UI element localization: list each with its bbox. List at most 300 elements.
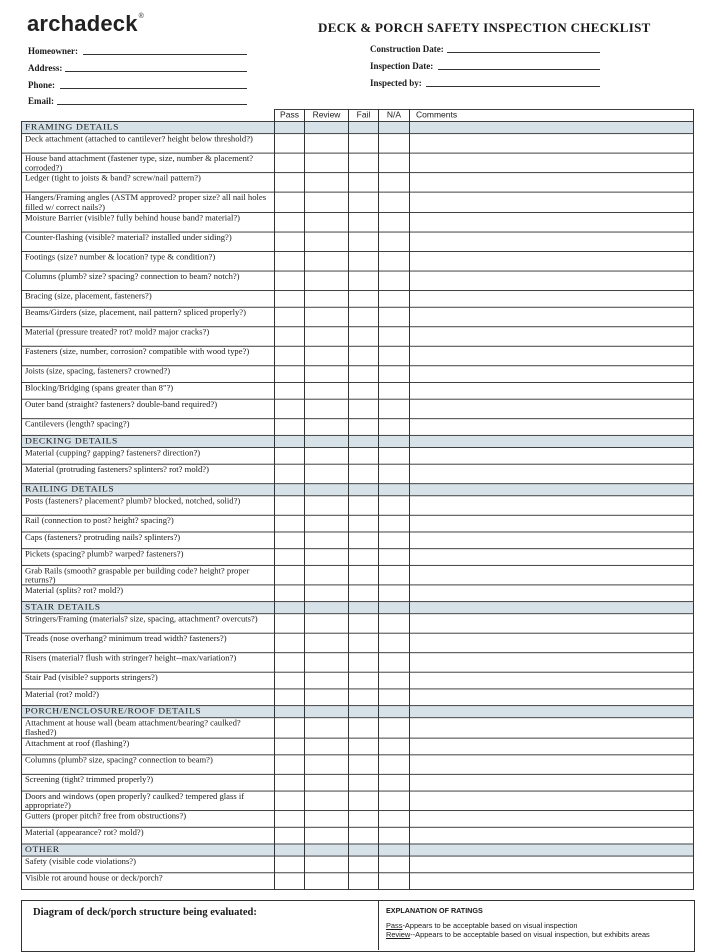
fail-cell[interactable] [349, 689, 379, 706]
checklist-item: Screening (tight? trimmed properly?) [22, 774, 275, 791]
comments-cell[interactable] [410, 856, 694, 873]
pass-cell[interactable] [275, 672, 305, 689]
checklist-row [22, 515, 694, 532]
address-label: Address: [28, 63, 63, 73]
review-cell[interactable] [305, 515, 349, 532]
comments-cell[interactable] [410, 633, 694, 653]
fail-cell[interactable] [349, 327, 379, 347]
comments-cell[interactable] [410, 585, 694, 602]
homeowner-field [28, 46, 78, 56]
section-blank-cell [379, 602, 410, 614]
checklist-item: House band attachment (fastener type, size, number & placement? corroded?) [22, 153, 275, 173]
review-cell[interactable] [305, 447, 349, 464]
na-cell[interactable] [379, 827, 410, 844]
na-cell[interactable] [379, 307, 410, 327]
fail-cell[interactable] [349, 565, 379, 585]
na-cell[interactable] [379, 290, 410, 307]
fail-cell[interactable] [349, 346, 379, 366]
checklist-item: Gutters (proper pitch? free from obstructions?) [22, 811, 275, 828]
na-cell[interactable] [379, 856, 410, 873]
fail-cell[interactable] [349, 447, 379, 464]
pass-cell[interactable] [275, 515, 305, 532]
pass-cell[interactable] [275, 153, 305, 173]
homeowner-input-line[interactable] [83, 54, 247, 55]
checklist-row [22, 153, 694, 173]
pass-cell[interactable] [275, 811, 305, 828]
comments-cell[interactable] [410, 565, 694, 585]
checklist-row [22, 856, 694, 873]
comments-cell[interactable] [410, 754, 694, 774]
review-cell[interactable] [305, 754, 349, 774]
fail-cell[interactable] [349, 290, 379, 307]
review-cell[interactable] [305, 532, 349, 549]
na-cell[interactable] [379, 212, 410, 232]
review-cell[interactable] [305, 549, 349, 566]
checklist-item: Material (cupping? gapping? fasteners? direction?) [22, 447, 275, 464]
comments-cell[interactable] [410, 419, 694, 436]
na-cell[interactable] [379, 232, 410, 252]
checklist-item: Pickets (spacing? plumb? warped? fasteners?) [22, 549, 275, 566]
fail-cell[interactable] [349, 532, 379, 549]
review-cell[interactable] [305, 290, 349, 307]
section-title: PORCH/ENCLOSURE/ROOF DETAILS [22, 706, 275, 718]
section-blank-cell [305, 844, 349, 856]
pass-cell[interactable] [275, 271, 305, 291]
review-cell[interactable] [305, 718, 349, 738]
pass-cell[interactable] [275, 754, 305, 774]
comments-cell[interactable] [410, 212, 694, 232]
na-cell[interactable] [379, 447, 410, 464]
section-blank-cell [349, 435, 379, 447]
review-cell[interactable] [305, 382, 349, 399]
review-cell[interactable] [305, 585, 349, 602]
checklist-row [22, 565, 694, 585]
comments-cell[interactable] [410, 399, 694, 419]
pass-cell[interactable] [275, 232, 305, 252]
review-cell[interactable] [305, 873, 349, 890]
checklist-item: Cantilevers (length? spacing?) [22, 419, 275, 436]
fail-cell[interactable] [349, 549, 379, 566]
na-cell[interactable] [379, 346, 410, 366]
checklist-row [22, 232, 694, 252]
comments-cell[interactable] [410, 774, 694, 791]
na-cell[interactable] [379, 192, 410, 212]
review-cell[interactable] [305, 689, 349, 706]
pass-cell[interactable] [275, 290, 305, 307]
review-cell[interactable] [305, 653, 349, 673]
section-title: OTHER [22, 844, 275, 856]
section-blank-cell [349, 484, 379, 496]
pass-cell[interactable] [275, 585, 305, 602]
fail-cell[interactable] [349, 672, 379, 689]
fail-cell[interactable] [349, 382, 379, 399]
pass-cell[interactable] [275, 633, 305, 653]
fail-cell[interactable] [349, 271, 379, 291]
na-cell[interactable] [379, 382, 410, 399]
review-cell[interactable] [305, 827, 349, 844]
fail-cell[interactable] [349, 153, 379, 173]
inspection-checklist-table [21, 109, 694, 890]
comments-cell[interactable] [410, 873, 694, 890]
inspected-by-input-line[interactable] [426, 86, 600, 87]
section-blank-cell [305, 484, 349, 496]
pass-cell[interactable] [275, 689, 305, 706]
pass-cell[interactable] [275, 873, 305, 890]
pass-cell[interactable] [275, 614, 305, 634]
na-cell[interactable] [379, 653, 410, 673]
explanation-review [386, 930, 650, 939]
phone-input-line[interactable] [60, 88, 247, 89]
review-cell[interactable] [305, 251, 349, 271]
checklist-row [22, 718, 694, 738]
na-cell[interactable] [379, 515, 410, 532]
section-blank-cell [379, 484, 410, 496]
checklist-row [22, 689, 694, 706]
pass-cell[interactable] [275, 738, 305, 755]
comments-cell[interactable] [410, 173, 694, 193]
comments-cell[interactable] [410, 532, 694, 549]
comments-cell[interactable] [410, 791, 694, 811]
review-cell[interactable] [305, 672, 349, 689]
comments-cell[interactable] [410, 811, 694, 828]
pass-cell[interactable] [275, 346, 305, 366]
checklist-row [22, 496, 694, 516]
na-cell[interactable] [379, 399, 410, 419]
comments-cell[interactable] [410, 496, 694, 516]
review-cell[interactable] [305, 464, 349, 484]
fail-cell[interactable] [349, 774, 379, 791]
comments-cell[interactable] [410, 271, 694, 291]
checklist-item: Stringers/Framing (materials? size, spacing, attachment? overcuts?) [22, 614, 275, 634]
na-cell[interactable] [379, 251, 410, 271]
fail-cell[interactable] [349, 212, 379, 232]
na-cell[interactable] [379, 496, 410, 516]
checklist-row [22, 672, 694, 689]
pass-cell[interactable] [275, 212, 305, 232]
fail-cell[interactable] [349, 811, 379, 828]
fail-cell[interactable] [349, 754, 379, 774]
checklist-item: Material (appearance? rot? mold?) [22, 827, 275, 844]
checklist-row [22, 738, 694, 755]
pass-cell[interactable] [275, 791, 305, 811]
inspection-date-label: Inspection Date: [370, 61, 434, 71]
bottom-divider [378, 900, 379, 950]
fail-cell[interactable] [349, 496, 379, 516]
section-blank-cell [410, 602, 694, 614]
checklist-row [22, 754, 694, 774]
comments-column-header: Comments [410, 109, 694, 121]
fail-cell[interactable] [349, 251, 379, 271]
checklist-row [22, 327, 694, 347]
section-blank-cell [349, 706, 379, 718]
checklist-row [22, 774, 694, 791]
review-cell[interactable] [305, 565, 349, 585]
checklist-item: Bracing (size, placement, fasteners?) [22, 290, 275, 307]
comments-cell[interactable] [410, 232, 694, 252]
comments-cell[interactable] [410, 192, 694, 212]
pass-cell[interactable] [275, 192, 305, 212]
review-cell[interactable] [305, 153, 349, 173]
checklist-row [22, 614, 694, 634]
fail-cell[interactable] [349, 464, 379, 484]
construction-date-input-line[interactable] [447, 52, 600, 53]
review-cell[interactable] [305, 173, 349, 193]
na-cell[interactable] [379, 718, 410, 738]
na-cell[interactable] [379, 532, 410, 549]
fail-cell[interactable] [349, 585, 379, 602]
review-cell[interactable] [305, 271, 349, 291]
na-cell[interactable] [379, 271, 410, 291]
pass-cell[interactable] [275, 565, 305, 585]
na-cell[interactable] [379, 585, 410, 602]
comments-cell[interactable] [410, 689, 694, 706]
checklist-item: Material (pressure treated? rot? mold? major cracks?) [22, 327, 275, 347]
review-cell[interactable] [305, 327, 349, 347]
comments-cell[interactable] [410, 153, 694, 173]
pass-cell[interactable] [275, 251, 305, 271]
fail-cell[interactable] [349, 614, 379, 634]
pass-cell[interactable] [275, 366, 305, 383]
address-field [28, 63, 62, 73]
section-header-row [22, 435, 694, 447]
section-blank-cell [410, 122, 694, 134]
section-blank-cell [275, 484, 305, 496]
na-cell[interactable] [379, 134, 410, 154]
review-cell[interactable] [305, 774, 349, 791]
review-cell[interactable] [305, 419, 349, 436]
address-input-line[interactable] [65, 71, 247, 72]
comments-cell[interactable] [410, 327, 694, 347]
review-cell[interactable] [305, 366, 349, 383]
section-blank-cell [275, 435, 305, 447]
explanation-pass [386, 921, 577, 930]
checklist-row [22, 447, 694, 464]
page-title: DECK & PORCH SAFETY INSPECTION CHECKLIST [318, 20, 651, 35]
checklist-item: Material (rot? mold?) [22, 689, 275, 706]
na-cell[interactable] [379, 419, 410, 436]
comments-cell[interactable] [410, 614, 694, 634]
fail-cell[interactable] [349, 856, 379, 873]
comments-cell[interactable] [410, 251, 694, 271]
checklist-item: Columns (plumb? size? spacing? connection to beam? notch?) [22, 271, 275, 291]
fail-cell[interactable] [349, 307, 379, 327]
fail-cell[interactable] [349, 738, 379, 755]
pass-cell[interactable] [275, 774, 305, 791]
checklist-row [22, 811, 694, 828]
comments-cell[interactable] [410, 653, 694, 673]
pass-cell[interactable] [275, 856, 305, 873]
checklist-item: Counter-flashing (visible? material? installed under siding?) [22, 232, 275, 252]
checklist-item: Deck attachment (attached to cantilever? height below threshold?) [22, 134, 275, 154]
comments-cell[interactable] [410, 549, 694, 566]
fail-cell[interactable] [349, 873, 379, 890]
section-title: STAIR DETAILS [22, 602, 275, 614]
fail-cell[interactable] [349, 653, 379, 673]
fail-cell[interactable] [349, 366, 379, 383]
na-cell[interactable] [379, 774, 410, 791]
pass-cell[interactable] [275, 549, 305, 566]
section-title: DECKING DETAILS [22, 435, 275, 447]
section-blank-cell [379, 435, 410, 447]
review-cell[interactable] [305, 614, 349, 634]
review-cell[interactable] [305, 811, 349, 828]
na-cell[interactable] [379, 873, 410, 890]
pass-cell[interactable] [275, 327, 305, 347]
checklist-item: Stair Pad (visible? supports stringers?) [22, 672, 275, 689]
na-cell[interactable] [379, 464, 410, 484]
comments-cell[interactable] [410, 738, 694, 755]
fail-cell[interactable] [349, 515, 379, 532]
na-cell[interactable] [379, 366, 410, 383]
na-cell[interactable] [379, 672, 410, 689]
checklist-item: Fasteners (size, number, corrosion? compatible with wood type?) [22, 346, 275, 366]
fail-cell[interactable] [349, 192, 379, 212]
fail-cell[interactable] [349, 827, 379, 844]
pass-cell[interactable] [275, 419, 305, 436]
section-blank-cell [305, 122, 349, 134]
na-cell[interactable] [379, 153, 410, 173]
email-input-line[interactable] [57, 104, 247, 105]
fail-cell[interactable] [349, 791, 379, 811]
section-blank-cell [305, 435, 349, 447]
checklist-item: Rail (connection to post? height? spacing?) [22, 515, 275, 532]
review-cell[interactable] [305, 232, 349, 252]
comments-cell[interactable] [410, 718, 694, 738]
pass-cell[interactable] [275, 382, 305, 399]
checklist-row [22, 212, 694, 232]
checklist-item: Blocking/Bridging (spans greater than 8"?) [22, 382, 275, 399]
phone-field [28, 80, 55, 90]
checklist-row [22, 585, 694, 602]
comments-cell[interactable] [410, 464, 694, 484]
na-cell[interactable] [379, 811, 410, 828]
fail-cell[interactable] [349, 232, 379, 252]
section-blank-cell [379, 706, 410, 718]
pass-cell[interactable] [275, 718, 305, 738]
inspection-date-field [370, 61, 433, 71]
checklist-row [22, 633, 694, 653]
pass-cell[interactable] [275, 134, 305, 154]
checklist-item: Caps (fasteners? protruding nails? splinters?) [22, 532, 275, 549]
na-cell[interactable] [379, 173, 410, 193]
checklist-row [22, 346, 694, 366]
checklist-row [22, 791, 694, 811]
pass-cell[interactable] [275, 827, 305, 844]
review-cell[interactable] [305, 134, 349, 154]
review-cell[interactable] [305, 791, 349, 811]
comments-cell[interactable] [410, 515, 694, 532]
comments-cell[interactable] [410, 672, 694, 689]
registered-mark: ® [138, 13, 145, 20]
section-blank-cell [410, 484, 694, 496]
na-cell[interactable] [379, 633, 410, 653]
fail-cell[interactable] [349, 633, 379, 653]
section-blank-cell [275, 844, 305, 856]
section-blank-cell [349, 602, 379, 614]
email-label: Email: [28, 96, 54, 106]
comments-cell[interactable] [410, 290, 694, 307]
checklist-row [22, 532, 694, 549]
explanation-title: EXPLANATION OF RATINGS [386, 906, 483, 915]
na-cell[interactable] [379, 327, 410, 347]
section-title: RAILING DETAILS [22, 484, 275, 496]
pass-cell[interactable] [275, 653, 305, 673]
comments-cell[interactable] [410, 346, 694, 366]
review-cell[interactable] [305, 856, 349, 873]
review-cell[interactable] [305, 212, 349, 232]
pass-cell[interactable] [275, 496, 305, 516]
na-cell[interactable] [379, 614, 410, 634]
checklist-item: Moisture Barrier (visible? fully behind house band? material?) [22, 212, 275, 232]
comments-cell[interactable] [410, 447, 694, 464]
checklist-row [22, 192, 694, 212]
checklist-item: Attachment at house wall (beam attachment/bearing? caulked? flashed?) [22, 718, 275, 738]
fail-cell[interactable] [349, 419, 379, 436]
checklist-row [22, 134, 694, 154]
fail-cell[interactable] [349, 134, 379, 154]
comments-cell[interactable] [410, 827, 694, 844]
section-header-row [22, 706, 694, 718]
na-column-header: N/A [379, 109, 410, 121]
comments-cell[interactable] [410, 366, 694, 383]
checklist-row [22, 873, 694, 890]
pass-cell[interactable] [275, 173, 305, 193]
pass-cell[interactable] [275, 532, 305, 549]
na-cell[interactable] [379, 738, 410, 755]
checklist-row [22, 173, 694, 193]
checklist-row [22, 399, 694, 419]
na-cell[interactable] [379, 689, 410, 706]
na-cell[interactable] [379, 565, 410, 585]
pass-cell[interactable] [275, 399, 305, 419]
review-cell[interactable] [305, 738, 349, 755]
review-cell[interactable] [305, 346, 349, 366]
comments-cell[interactable] [410, 134, 694, 154]
review-cell[interactable] [305, 307, 349, 327]
checklist-row [22, 271, 694, 291]
pass-cell[interactable] [275, 464, 305, 484]
na-cell[interactable] [379, 754, 410, 774]
pass-text: -Appears to be acceptable based on visual inspection [402, 921, 578, 930]
review-cell[interactable] [305, 496, 349, 516]
phone-label: Phone: [28, 80, 55, 90]
email-field [28, 96, 54, 106]
na-cell[interactable] [379, 549, 410, 566]
na-cell[interactable] [379, 791, 410, 811]
comments-cell[interactable] [410, 307, 694, 327]
checklist-row [22, 419, 694, 436]
pass-cell[interactable] [275, 447, 305, 464]
pass-term: Pass [386, 921, 403, 930]
review-cell[interactable] [305, 633, 349, 653]
checklist-row [22, 827, 694, 844]
inspection-date-input-line[interactable] [438, 69, 600, 70]
review-cell[interactable] [305, 399, 349, 419]
fail-cell[interactable] [349, 173, 379, 193]
homeowner-label: Homeowner: [28, 46, 78, 56]
comments-cell[interactable] [410, 382, 694, 399]
pass-cell[interactable] [275, 307, 305, 327]
checklist-item: Visible rot around house or deck/porch? [22, 873, 275, 890]
section-title: FRAMING DETAILS [22, 122, 275, 134]
section-blank-cell [379, 122, 410, 134]
fail-cell[interactable] [349, 718, 379, 738]
review-cell[interactable] [305, 192, 349, 212]
fail-cell[interactable] [349, 399, 379, 419]
item-column-header [22, 109, 275, 121]
fail-column-header: Fail [349, 109, 379, 121]
checklist-item: Footings (size? number & location? type & condition?) [22, 251, 275, 271]
